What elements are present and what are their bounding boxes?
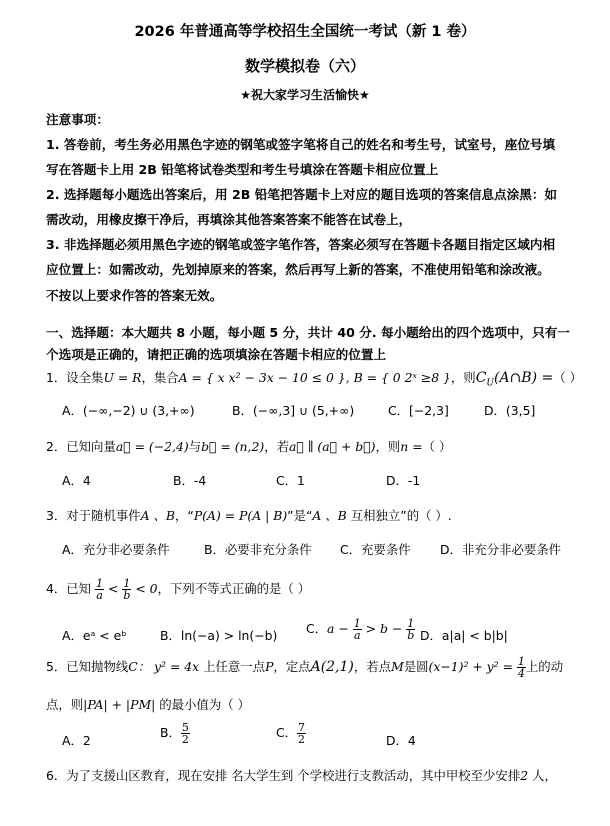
q1-complement-sub: U <box>486 378 494 389</box>
q2-n: n = <box>400 439 423 454</box>
notice-line: 需改动，用橡皮擦干净后，再填涂其他答案答案不能答在试卷上， <box>46 212 412 227</box>
question-6-stem <box>46 766 557 784</box>
q6-text: 6．为了支援山区教育，现在安排 名大学生到 个学校进行支教活动，其中甲校至少安排 <box>46 768 521 783</box>
q5-text: 上的动 <box>525 659 564 674</box>
paper-title: 数学模拟卷（六） <box>244 57 365 75</box>
q5-option-a[interactable]: A．2 <box>62 733 91 748</box>
q5-point-a: A(2,1) <box>310 659 354 675</box>
q1-option-c[interactable]: C．[−2,3] <box>388 403 449 418</box>
q5-circle: (x−1)² + y² = <box>428 659 513 674</box>
q1-text: ，集合 <box>141 370 179 385</box>
q4-fraction: $\frac{1}{b}$ <box>123 577 131 602</box>
q5-text: ，定点 <box>273 659 311 674</box>
q5-option-c[interactable]: C． $\frac{7}{2}$ <box>276 721 306 746</box>
q5-point-m: M <box>391 659 404 674</box>
q5-text: 上任意一点 <box>199 659 266 674</box>
q2-vector-a: a⃗ = (−2,4) <box>115 439 189 454</box>
q4-option-b[interactable]: B．ln(−a) > ln(−b) <box>160 628 278 643</box>
q4-option-a[interactable]: A．eᵃ < eᵇ <box>62 628 127 643</box>
q5-point-p: P <box>265 659 274 674</box>
q2-option-a[interactable]: A．4 <box>62 473 91 488</box>
q4-symbol: < 0 <box>135 581 158 596</box>
q1-complement: C <box>475 370 487 386</box>
q5-text: 是圆 <box>403 659 429 674</box>
question-2-stem <box>46 437 451 455</box>
q5-option-d[interactable]: D．4 <box>386 733 416 748</box>
q2-vector-b: b⃗ = (n,2) <box>201 439 265 454</box>
q4-text: 4．已知 <box>46 581 92 596</box>
section-heading: 个选项是正确的，请把正确的选项填涂在答题卡相应的位置上 <box>46 347 387 362</box>
q5-text: 5．已知抛物线 <box>46 659 129 674</box>
q5-expression: |PA| + |PM| <box>83 697 156 712</box>
notice-line: 不按以上要求作答的答案无效。 <box>46 288 223 303</box>
q5-text: 点，则 <box>46 697 84 712</box>
q2-text: 与 <box>188 439 202 454</box>
q5-fraction: $\frac{1}{4}$ <box>517 655 525 680</box>
q1-paren: （ ） <box>553 370 582 385</box>
notice-line: 应位置上：如需改动，先划掉原来的答案，然后再写上新的答案，不准使用铅笔和涂改液。 <box>46 262 550 277</box>
q5-text: 的最小值为（ ） <box>155 697 250 712</box>
question-3-stem <box>46 506 452 524</box>
q4-text: ，下列不等式正确的是（ ） <box>157 581 311 596</box>
q1-option-a[interactable]: A．(−∞,−2) ∪ (3,+∞) <box>62 403 195 418</box>
section-heading: 一、选择题：本大题共 8 小题，每小题 5 分，共计 40 分. 每小题给出的四个选项中，只有一 <box>46 325 570 340</box>
question-5-line2 <box>46 695 250 713</box>
q3-text: ”是“ <box>287 508 313 523</box>
q5-text: ，若点 <box>353 659 392 674</box>
q6-text: 人， <box>528 768 557 783</box>
q2-text: ，则 <box>375 439 401 454</box>
q3-text: 3．对于随机事件 <box>46 508 141 523</box>
q3-option-b[interactable]: B．必要非充分条件 <box>204 542 312 557</box>
q4-fraction: $\frac{1}{a}$ <box>96 577 104 602</box>
q2-text: ，若 <box>264 439 289 454</box>
q4-option-d[interactable]: D．a|a| < b|b| <box>420 628 508 643</box>
question-5-stem <box>46 656 563 679</box>
q2-option-b[interactable]: B．-4 <box>173 473 207 488</box>
exam-title: 2026 年普通高等学校招生全国统一考试（新 1 卷） <box>134 24 476 40</box>
q3-option-a[interactable]: A．充分非必要条件 <box>62 542 170 557</box>
wish-line: ★祝大家学习生活愉快★ <box>240 88 370 102</box>
notice-line: 2. 选择题每小题选出答案后，用 2B 铅笔把答题卡上对应的题目选项的答案信息点涂黑：如 <box>46 187 558 202</box>
notice-line: 写在答题卡上用 2B 铅笔将试卷类型和考生号填涂在答题卡相应位置上 <box>46 162 439 177</box>
q3-text: ，“ <box>175 508 194 523</box>
q1-set-b: , B = { 0 2ˣ ≥8 } <box>345 370 451 385</box>
q1-set-a: A = { x x² − 3x − 10 ≤ 0 } <box>178 370 346 385</box>
q5-parabola: C： y² = 4x <box>128 659 200 674</box>
q3-text: 互相独立”的（ ）. <box>346 508 452 523</box>
question-1-stem <box>46 368 582 388</box>
q3-events: A 、B <box>312 508 347 523</box>
q3-events: A 、B <box>140 508 176 523</box>
q1-text: ，则 <box>450 370 476 385</box>
q4-option-c[interactable]: C．a − $\frac{1}{a}$ > b − $\frac{1}{b}$ <box>306 617 415 642</box>
q1-option-b[interactable]: B．(−∞,3] ∪ (5,+∞) <box>232 403 355 418</box>
q2-text: 2．已知向量 <box>46 439 116 454</box>
q2-option-c[interactable]: C．1 <box>276 473 305 488</box>
q3-option-c[interactable]: C．充要条件 <box>340 542 411 557</box>
notice-heading: 注意事项： <box>46 112 109 127</box>
q3-option-d[interactable]: D．非充分非必要条件 <box>440 542 562 557</box>
q5-option-b[interactable]: B． $\frac{5}{2}$ <box>160 721 189 746</box>
q4-symbol: < <box>107 581 119 596</box>
notice-line: 3. 非选择题必须用黑色字迹的钢笔或签字笔作答，答案必须写在答题卡各题目指定区域内相 <box>46 237 556 252</box>
q6-number: 2 <box>520 768 529 783</box>
q1-expression: (A∩B) = <box>494 370 554 386</box>
question-4-stem <box>46 578 310 601</box>
notice-line: 1. 答卷前，考生务必用黑色字迹的钢笔或签字笔将自己的姓名和考生号，试室号，座位号填 <box>46 137 556 152</box>
q1-universal-set: U = R <box>103 370 142 385</box>
q2-condition: a⃗ ∥ (a⃗ + b⃗) <box>288 439 376 454</box>
q1-option-d[interactable]: D．(3,5] <box>484 403 536 418</box>
q2-option-d[interactable]: D．-1 <box>386 473 421 488</box>
q2-paren: （ ） <box>422 439 452 454</box>
q1-text: 1．设全集 <box>46 370 104 385</box>
q3-condition: P(A) = P(A | B) <box>193 508 288 523</box>
